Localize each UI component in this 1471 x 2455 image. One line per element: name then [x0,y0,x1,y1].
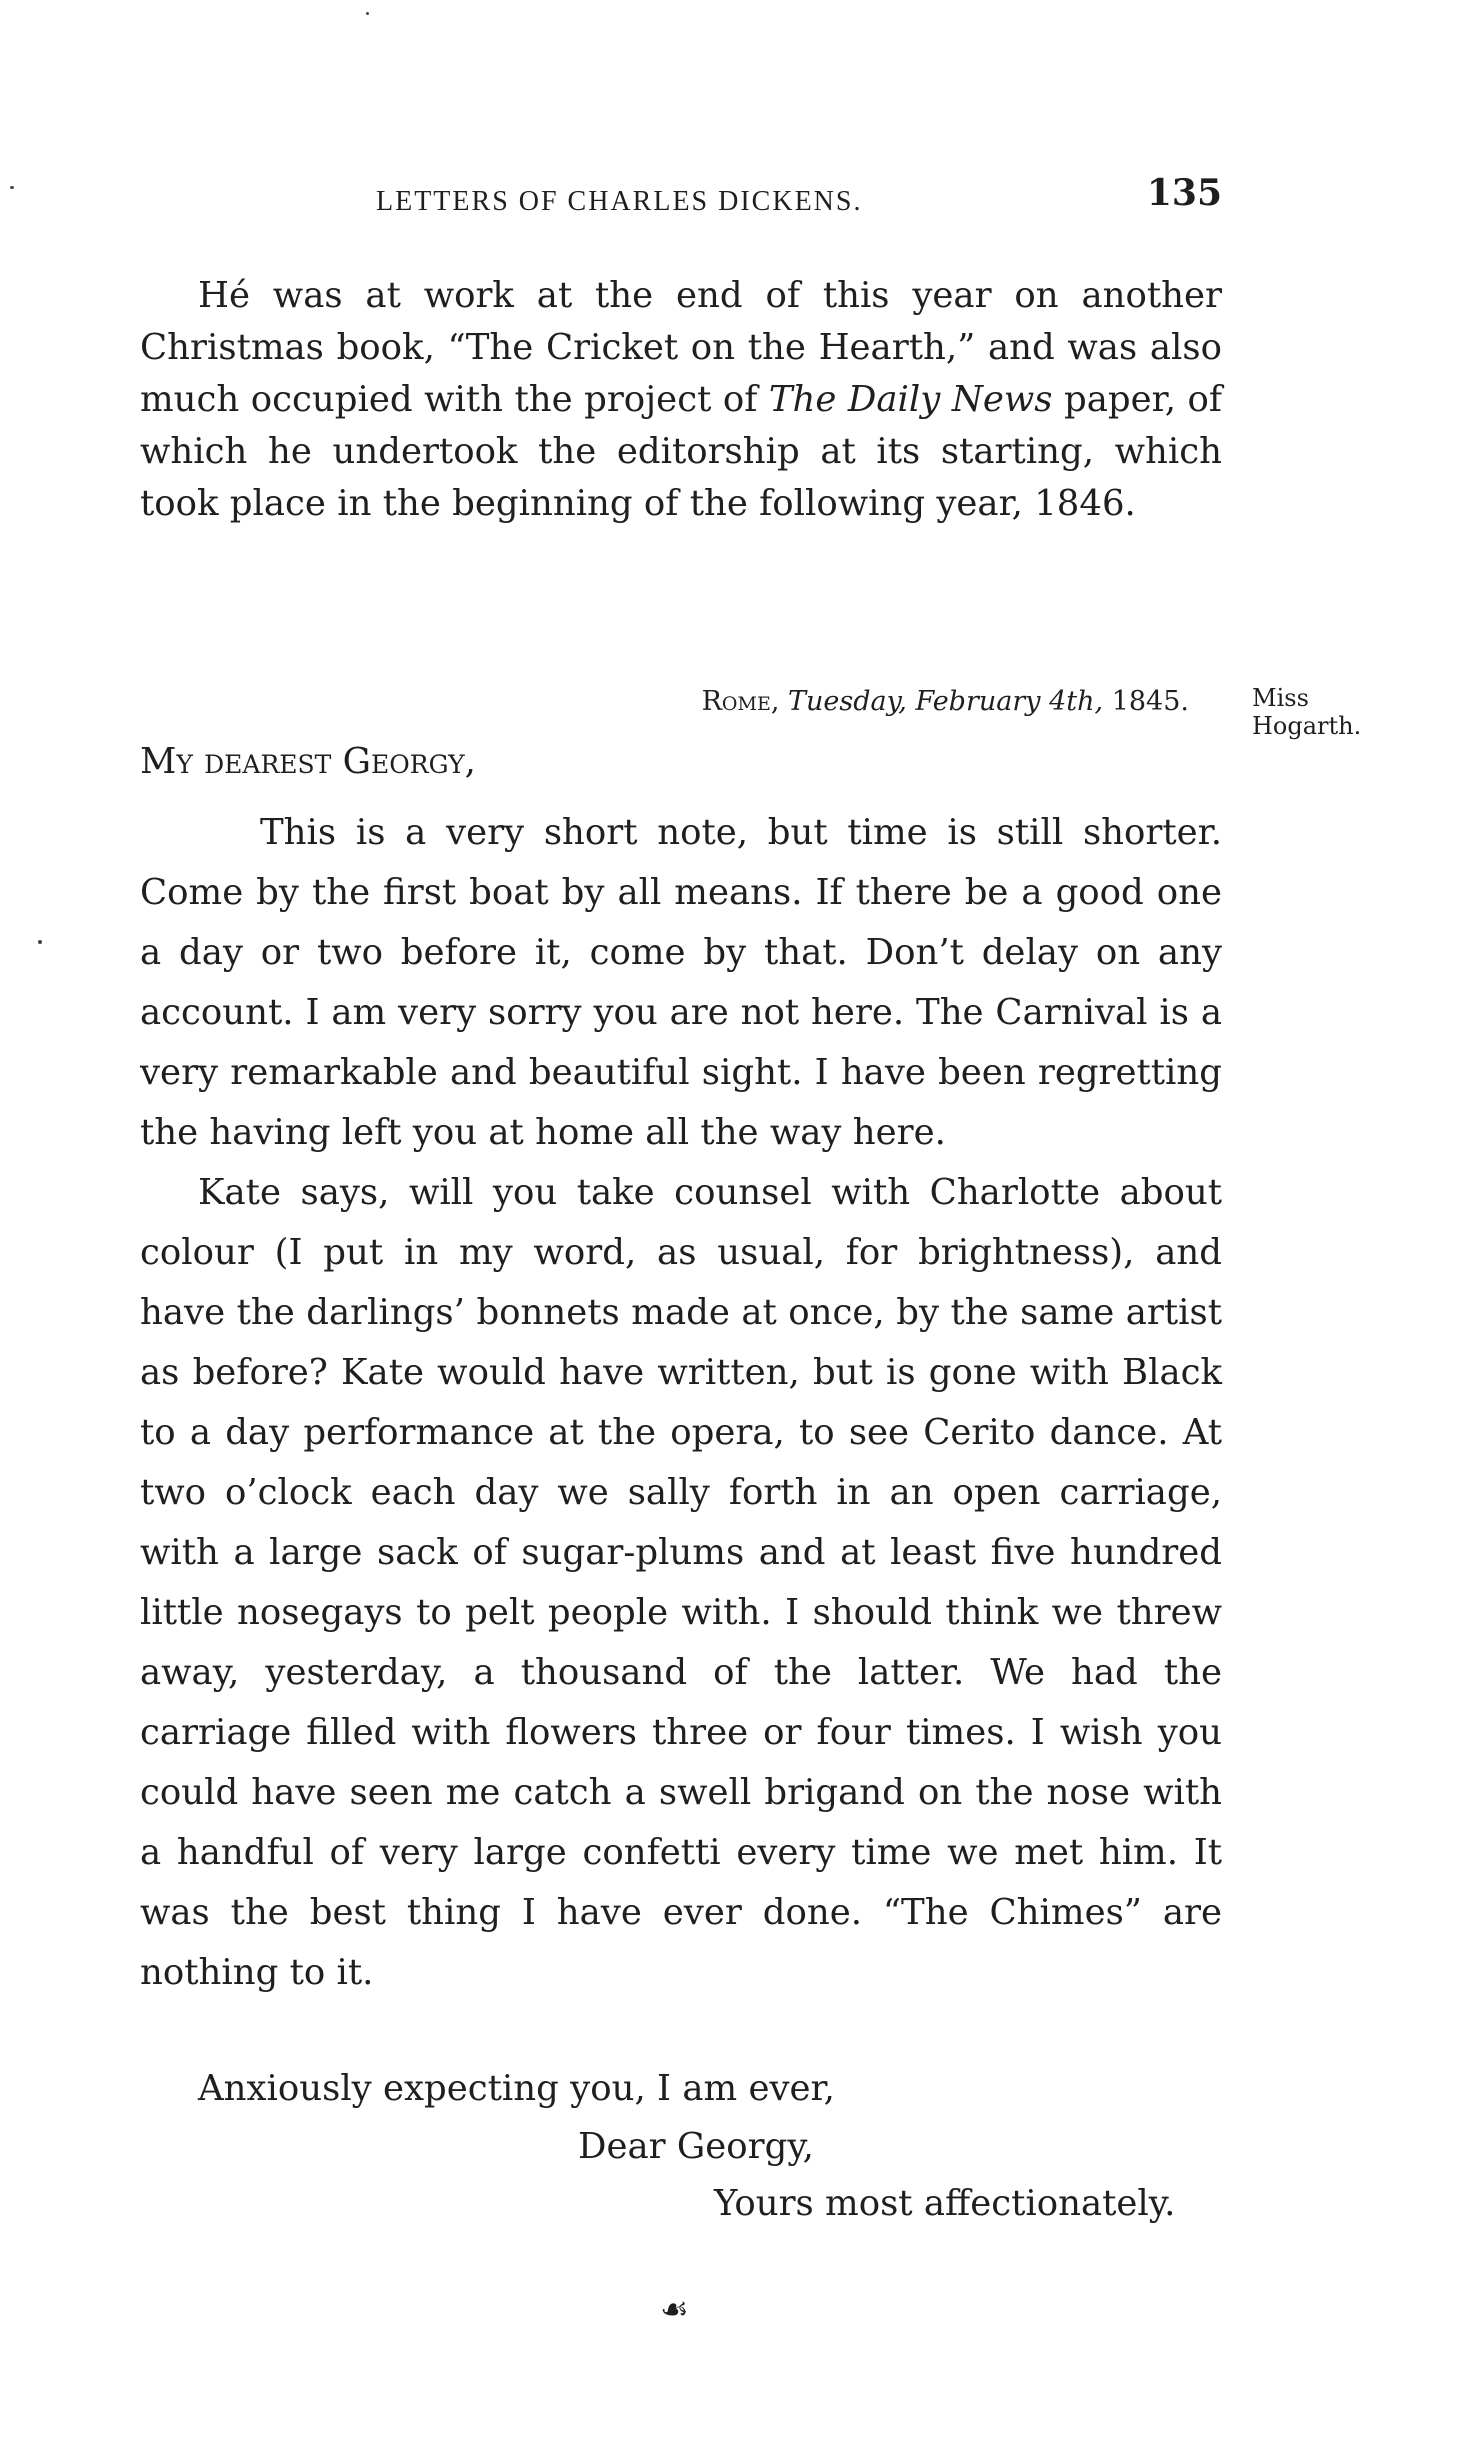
intro-text-part1: Hé was at work at the end of this year on another Christmas book, “The Cricket on the Hearth,” and was also much occupied with the project of [140,275,1222,420]
running-head [140,172,1222,222]
dateline-date: Tuesday, February 4th, [788,686,1104,717]
dateline-place: Rome, [701,686,780,717]
closing-line-3: Yours most affectionately. [714,2183,1176,2224]
margin-note-line-1: Miss [1252,684,1309,712]
printer-ornament: ☙ [660,2290,689,2328]
letter-paragraph-2: Kate says, will you take counsel with Charlotte about colour (I put in my word, as usual, for brightness), and have the darlings’ bonnets made at once, by the same artist as before? Kate would have written, but is gone with Black to a day performance at the opera, to see Cerito dance. At two o’clock each day we sally forth in an open carriage, with a large sack of sugar-plums and at least five hundred little nosegays to pelt people with. I should think we threw away, yesterday, a thousand of the latter. We had the carriage filled with flowers three or four times. I wish you could have seen me catch a swell brigand on the nose with a handful of very large confetti every time we met him. It was the best thing I have ever done. “The Chimes” are nothing to it. [140,1172,1222,1993]
print-speck [366,12,369,15]
page-number: 135 [1146,172,1222,214]
dateline-year: 1845. [1111,686,1189,717]
running-title: LETTERS OF CHARLES DICKENS. [376,186,863,217]
print-speck [10,186,14,189]
closing-line-2: Dear Georgy, [578,2126,814,2167]
letter-salutation: My dearest Georgy, [140,741,476,782]
margin-note-line-2: Hogarth. [1252,712,1362,740]
intro-text-part2: paper, of which he undertook the editorship at its starting, which took place in the beginning of the following year, 1846. [140,379,1223,524]
closing-line-1: Anxiously expecting you, I am ever, [198,2068,835,2109]
intro-paragraph [140,270,1222,530]
letter-dateline [702,686,1189,717]
margin-note [1252,684,1361,740]
letter-paragraph-1: This is a very short note, but time is still shorter. Come by the first boat by all means. If there be a good one a day or two before it, come by that. Don’t delay on any account. I am very sorry you are not here. The Carnival is a very remarkable and beautiful sight. I have been regretting the having left you at home all the way here. [140,812,1222,1153]
letter-body [140,803,1222,2003]
print-speck [38,940,42,944]
newspaper-title: The Daily News [768,379,1053,420]
